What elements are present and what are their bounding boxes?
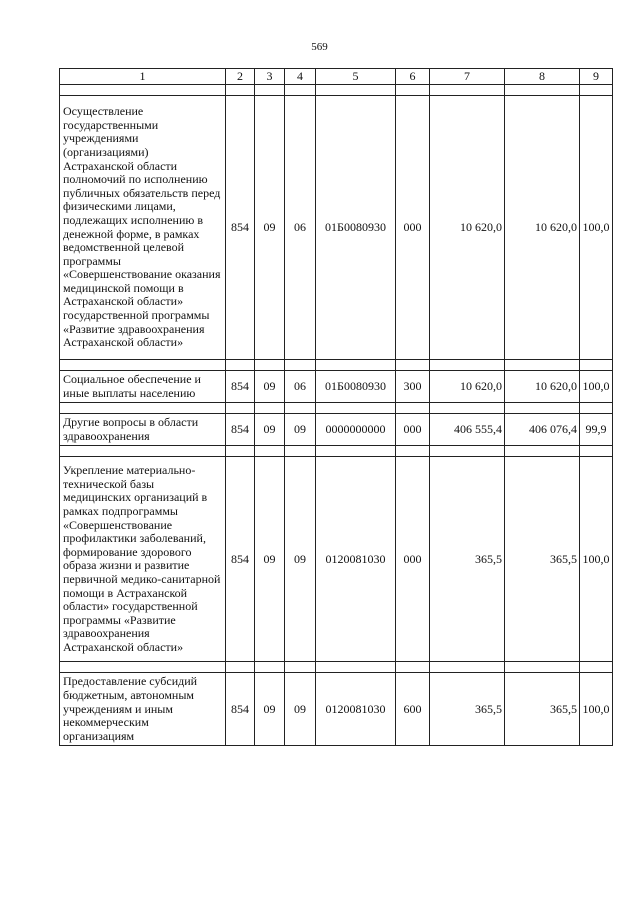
cell-subsection: 06 bbox=[285, 96, 316, 360]
cell-expense-type: 000 bbox=[396, 96, 430, 360]
page-number: 569 bbox=[311, 41, 328, 53]
cell-executed: 365,5 bbox=[505, 457, 580, 662]
cell-target-article: 0120081030 bbox=[316, 457, 396, 662]
cell-admin-code: 854 bbox=[226, 96, 255, 360]
cell-expense-type: 000 bbox=[396, 414, 430, 446]
column-header: 1 bbox=[60, 69, 226, 85]
cell-percent: 100,0 bbox=[580, 673, 613, 746]
column-header: 2 bbox=[226, 69, 255, 85]
cell-admin-code: 854 bbox=[226, 371, 255, 403]
row-description: Предоставление субсидий бюджетным, автономным учреждениям и иным некоммерческим организациям bbox=[60, 673, 226, 746]
cell-target-article: 01Б0080930 bbox=[316, 96, 396, 360]
row-description: Осуществление государственными учреждениями (организациями) Астраханской области полномочий по исполнению публичных обязательств перед физическими лицами, подлежащих исполнению в денежной форме, в рамках ведомственной целевой программы «Совершенствование оказания медицинской помощи в Астраханской области» государственной программы «Развитие здравоохранения Астраханской области» bbox=[60, 96, 226, 360]
column-header: 8 bbox=[505, 69, 580, 85]
cell-target-article: 01Б0080930 bbox=[316, 371, 396, 403]
column-header: 3 bbox=[255, 69, 285, 85]
table-row bbox=[60, 371, 613, 403]
cell-percent: 100,0 bbox=[580, 457, 613, 662]
column-header: 6 bbox=[396, 69, 430, 85]
cell-planned: 365,5 bbox=[430, 457, 505, 662]
budget-table bbox=[59, 68, 613, 746]
cell-target-article: 0000000000 bbox=[316, 414, 396, 446]
cell-expense-type: 300 bbox=[396, 371, 430, 403]
cell-section: 09 bbox=[255, 371, 285, 403]
cell-section: 09 bbox=[255, 414, 285, 446]
cell-executed: 406 076,4 bbox=[505, 414, 580, 446]
cell-percent: 100,0 bbox=[580, 96, 613, 360]
row-description: Укрепление материально-технической базы медицинских организаций в рамках подпрограммы «Совершенствование профилактики заболеваний, формирование здорового образа жизни и развитие первичной медико-санитарной помощи в Астраханской области» государственной программы «Развитие здравоохранения Астраханской области» bbox=[60, 457, 226, 662]
cell-subsection: 06 bbox=[285, 371, 316, 403]
cell-planned: 10 620,0 bbox=[430, 96, 505, 360]
cell-planned: 10 620,0 bbox=[430, 371, 505, 403]
column-header: 4 bbox=[285, 69, 316, 85]
cell-subsection: 09 bbox=[285, 457, 316, 662]
cell-admin-code: 854 bbox=[226, 457, 255, 662]
cell-percent: 100,0 bbox=[580, 371, 613, 403]
cell-target-article: 0120081030 bbox=[316, 673, 396, 746]
column-header: 7 bbox=[430, 69, 505, 85]
column-header: 9 bbox=[580, 69, 613, 85]
cell-planned: 406 555,4 bbox=[430, 414, 505, 446]
cell-planned: 365,5 bbox=[430, 673, 505, 746]
cell-expense-type: 000 bbox=[396, 457, 430, 662]
cell-subsection: 09 bbox=[285, 673, 316, 746]
cell-section: 09 bbox=[255, 96, 285, 360]
cell-executed: 365,5 bbox=[505, 673, 580, 746]
table-row bbox=[60, 673, 613, 746]
cell-expense-type: 600 bbox=[396, 673, 430, 746]
row-description: Другие вопросы в области здравоохранения bbox=[60, 414, 226, 446]
cell-section: 09 bbox=[255, 673, 285, 746]
table-row bbox=[60, 414, 613, 446]
cell-section: 09 bbox=[255, 457, 285, 662]
cell-admin-code: 854 bbox=[226, 673, 255, 746]
table-row bbox=[60, 457, 613, 662]
cell-executed: 10 620,0 bbox=[505, 96, 580, 360]
column-header: 5 bbox=[316, 69, 396, 85]
cell-executed: 10 620,0 bbox=[505, 371, 580, 403]
header-row bbox=[60, 69, 613, 85]
table-row bbox=[60, 96, 613, 360]
row-description: Социальное обеспечение и иные выплаты населению bbox=[60, 371, 226, 403]
cell-subsection: 09 bbox=[285, 414, 316, 446]
cell-admin-code: 854 bbox=[226, 414, 255, 446]
cell-percent: 99,9 bbox=[580, 414, 613, 446]
